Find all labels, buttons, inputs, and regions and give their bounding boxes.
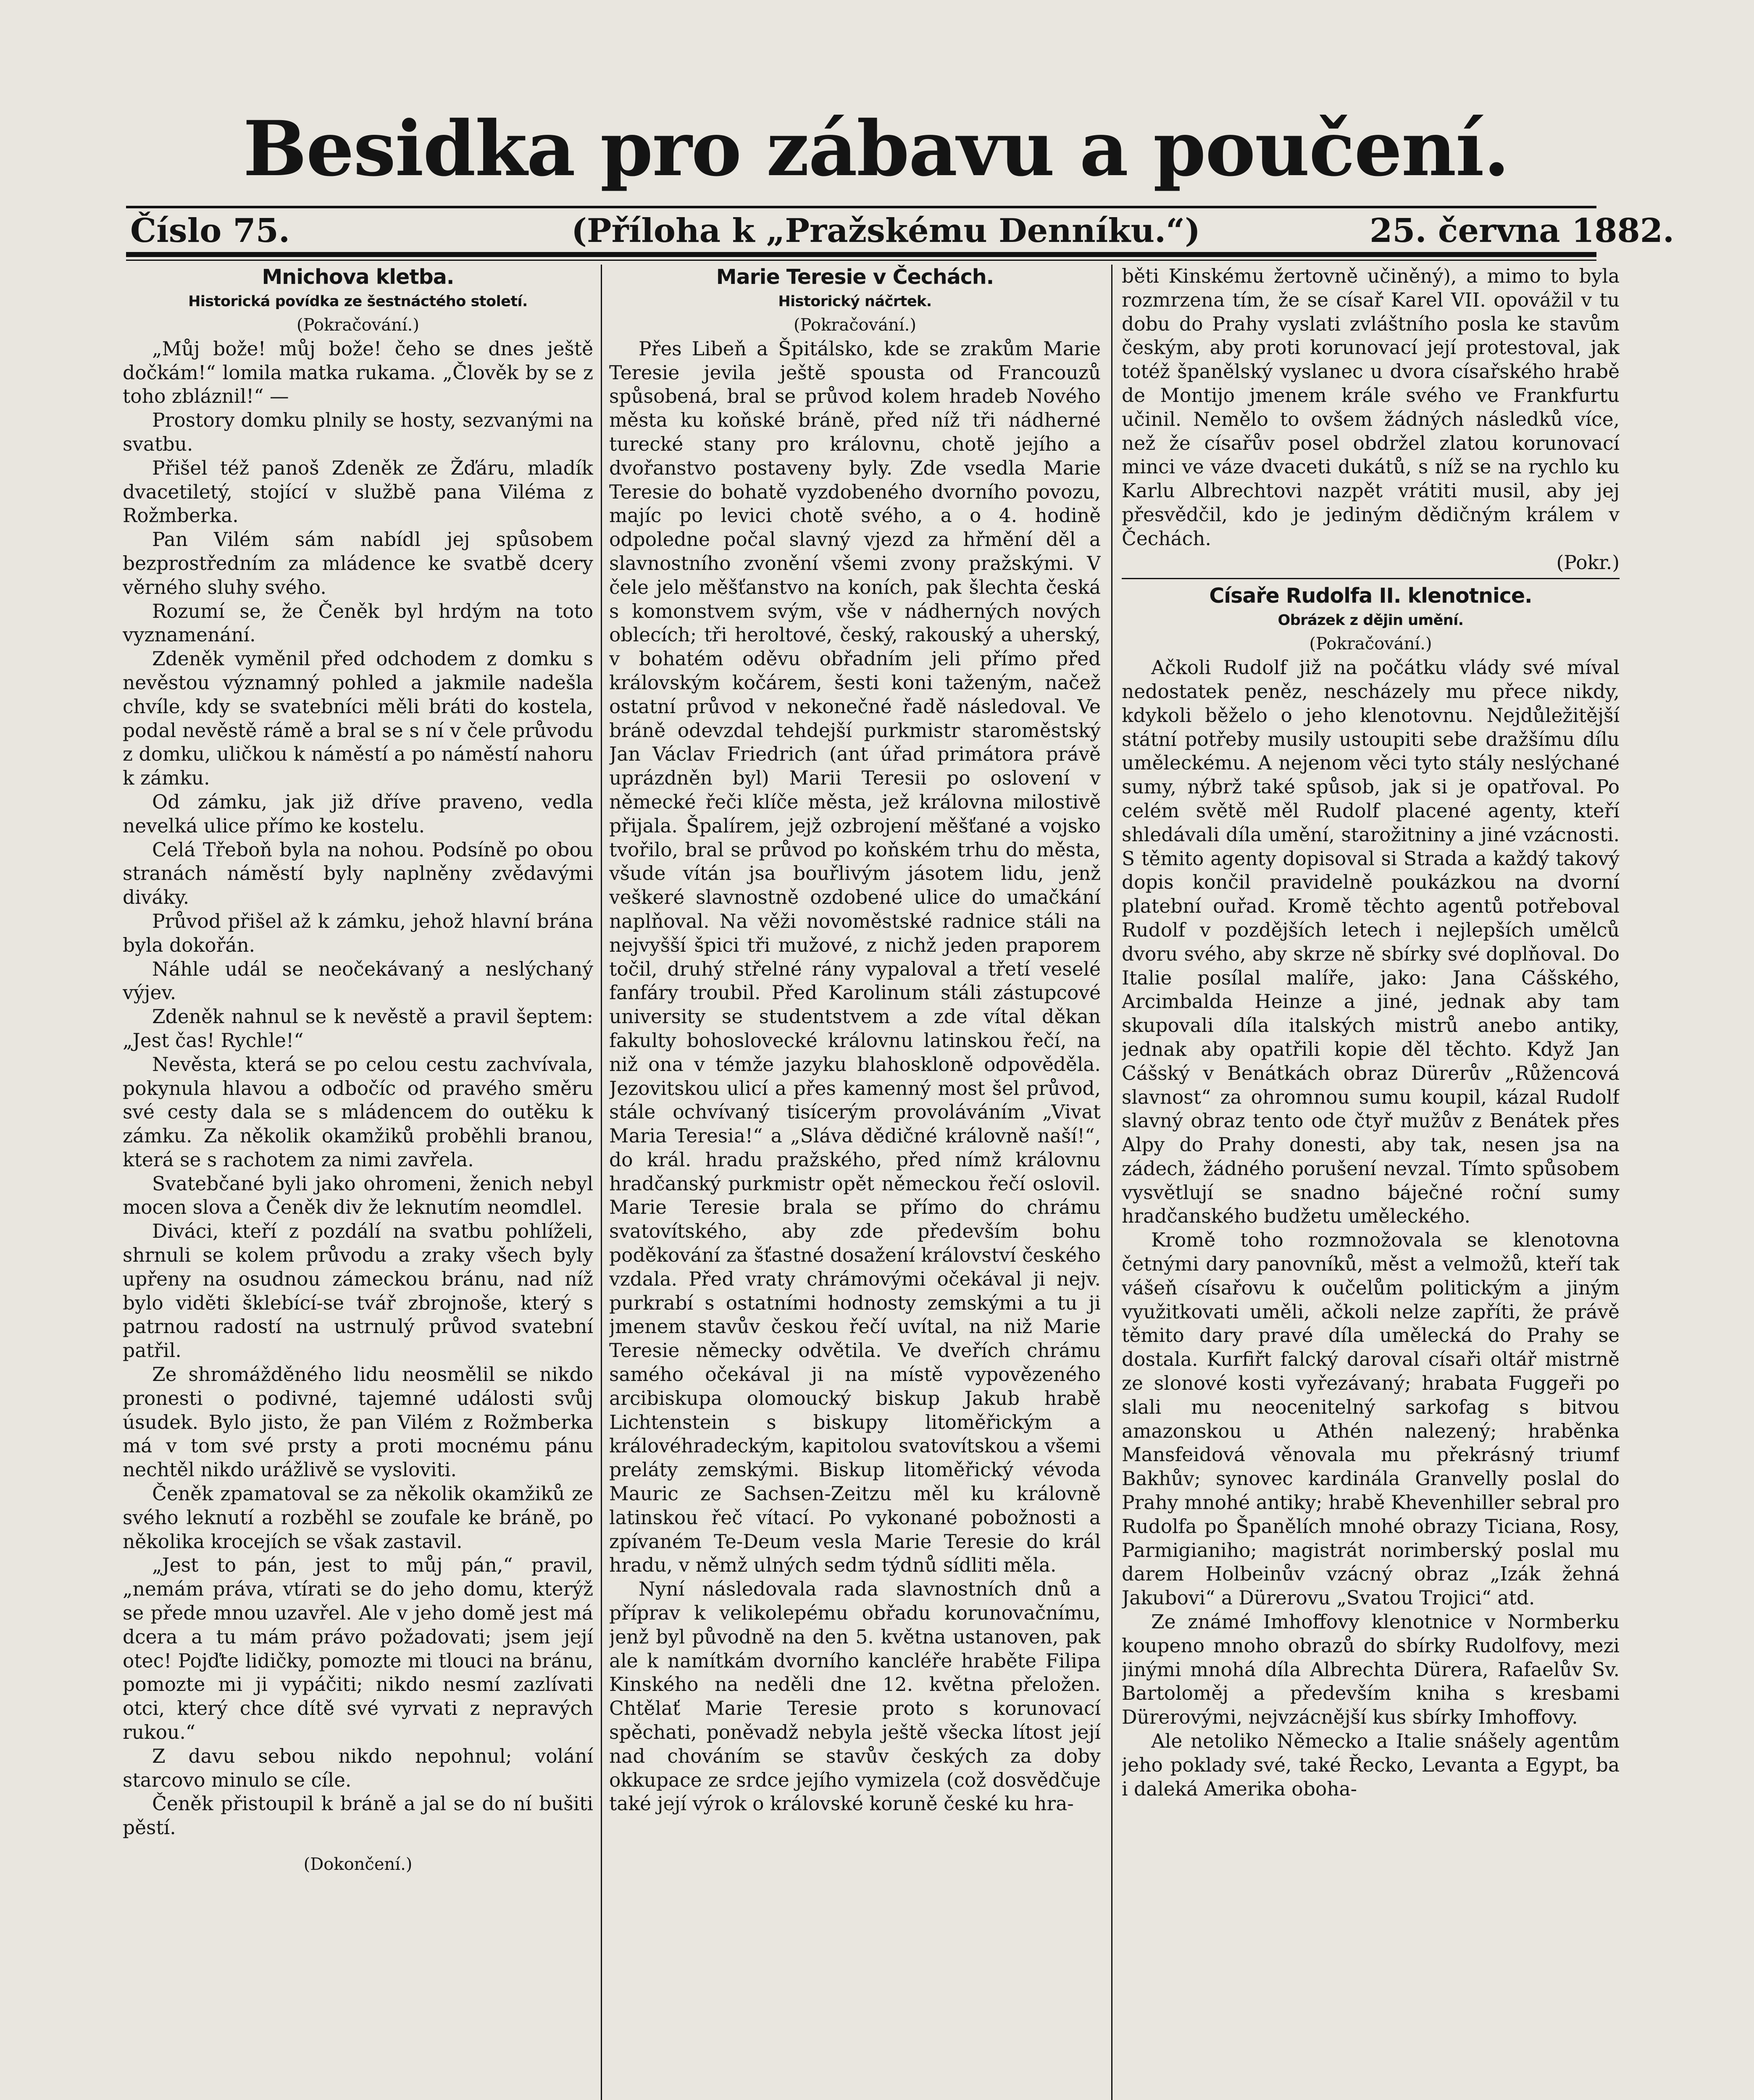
article-subtitle: Obrázek z dějin umění. <box>1278 612 1464 629</box>
article-title: Marie Teresie v Čechách. <box>716 265 994 289</box>
paragraph: Průvod přišel až k zámku, jehož hlavní brána byla dokořán. <box>123 910 593 956</box>
masthead-rule-top <box>126 206 1596 208</box>
paragraph: Čeněk zpamatoval se za několik okamžiků ze svého leknutí a rozběhl se zoufale ke bráně, po několika krocejích se však zastavil. <box>123 1483 593 1553</box>
paragraph: Nevěsta, která se po celou cestu zachvívala, pokynula hlavou a odbočíc od pravého směru své cesty dala se s mládencem do outěku k zámku. Za několik okamžiků proběhli branou, která se s rachotem za nimi zavřela. <box>123 1053 593 1171</box>
masthead-subline <box>126 210 1675 252</box>
paragraph: „Můj bože! můj bože! čeho se dnes ještě dočkám!“ lomila matka rukama. „Člověk by se z toho zbláznil!“ — <box>123 337 593 408</box>
paragraph: Diváci, kteří z pozdálí na svatbu pohlíželi, shrnuli se kolem průvodu a zraky všech byly upřeny na osudnou zámeckou bránu, nad níž bylo viděti šklebící-se tvář zbrojnoše, který s patrnou radostí na ustrnulý průvod svatební patřil. <box>123 1220 593 1362</box>
masthead-title: Besidka pro zábavu a poučení. <box>243 105 1509 193</box>
paragraph: Nyní následovala rada slavnostních dnů a příprav k velikolepému obřadu korunovačnímu, jenž byl původně na den 5. května ustanoven, pak ale k namítkám dvorního kancléře hraběte Filipa Kinského na neděli dne 12. května přeložen. Chtělať Marie Teresie proto s korunovací spěchati, poněvadž nebyla ještě všecka lítost její nad chováním se stavův českých za doby okkupace ze srdce jejího vymizela (což dosvědčuje také její výrok o královské koruně české ku hra- <box>609 1578 1101 1815</box>
paragraph: Přes Libeň a Špitálsko, kde se zrakům Marie Teresie jevila ještě spousta od Francouzů spůsobená, bral se průvod kolem hradeb Nového města ku koňské bráně, před níž tři nádherné turecké stany pro královnu, chotě jejího a dvořanstvo postaveny byly. Zde vsedla Marie Teresie do bohatě vyzdobeného dvorního povozu, majíc po levici chotě svého, a o 4. hodině odpoledne počal slavný vjezd za hřmění děl a slavnostního zvonění všemi zvony pražskými. V čele jelo měšťanstvo na koních, pak šlechta česká s komonstvem svým, vše v nádherných nových oblecích; tři heroltové, český, rakouský a uherský, v bohatém oděvu obřadním jeli přímo před královským kočárem, šesti koni taženým, načež ostatní průvod v nekonečné řadě následoval. Ve bráně odevzdal tehdejší purkmistr staroměstský Jan Václav Friedrich (ant úřad primátora právě uprázdněn byl) Marii Teresii po oslovení v německé řeči klíče města, jež královna milostivě přijala. Špalírem, jejž ozbrojení měšťané a vojsko tvořilo, bral se průvod po koňském trhu do města, všude vítán jsa bouřlivým jásotem lidu, jenž veškeré slavnostně ozdobené ulice do umačkání naplňoval. Na věži novoměstské radnice stáli na nejvyšší špici tři mužové, z nichž jeden praporem točil, druhý střelné rány vypaloval a třetí veselé fanfáry troubil. Před Karolinum stáli zástupcové university se studentstvem a zde vítal děkan fakulty bohoslovecké královnu latinskou řečí, na niž ona v témže jazyku blahoskloně odpověděla. Jezovitskou ulicí a přes kamenný most šel průvod, stále ochvívaný tisícerým provoláváním „Vivat Maria Teresia!“ a „Sláva dědičné královně naší!“, do král. hradu pražského, před nímž královnu hradčanský purkmistr opět německou řečí oslovil. Marie Teresie brala se přímo do chrámu svatovítského, aby zde především bohu poděkování za šťastné dosažení království českého vzdala. Před vraty chrámovými očekával ji nejv. purkrabí s ostatními hodnosty zemskými a tu ji jmenem stavův českou řečí uvítal, na niž Marie Teresie německy odvětila. Ve dveřích chrámu samého očekával ji na místě vypovězeného arcibiskupa olomoucký biskup Jakub hrabě Lichtenstein s biskupy litoměřickým a královéhradeckým, kapitolou svatovítskou a všemi preláty zemskými. Biskup litoměřický vévoda Mauric ze Sachsen-Zeitzu měl ku královně latinskou řeč vítací. Po vykonané pobožnosti a zpívaném Te-Deum vesla Marie Teresie do král hradu, v němž ulných sedm týdnů sídliti měla. <box>609 337 1101 1577</box>
paragraph: Ze známé Imhoffovy klenotnice v Normberku koupeno mnoho obrazů do sbírky Rudolfovy, mezi jinými mnohá díla Albrechta Dürera, Rafaelův Sv. Bartoloměj a především kniha s kresbami Dürerovými, nejvzácnější kus sbírky Imhoffovy. <box>1122 1611 1620 1729</box>
paragraph: Kromě toho rozmnožovala se klenotovna četnými dary panovníků, měst a velmožů, kteří tak vášeň císařovu k oučelům politickým a jiným využitkovati uměli, ačkoli nelze zapříti, že právě těmito dary pravé díla umělecká do Prahy se dostala. Kurfiřt falcký daroval císaři oltář mistrně ze slonové kosti vyřezávaný; hrabata Fuggeři po slali mu neocenitelný sarkofag s bitvou amazonskou u Athén nalezený; hraběnka Mansfeidová věnovala mu překrásný triumf Bakhův; synovec kardinála Granvelly poslal do Prahy mnohé antiky; hrabě Khevenhiller sebral pro Rudolfa po Španělích mnohé obrazy Ticiana, Rosy, Parmigianiho; magistrát norimberský poslal mu darem Holbeinův vzácný obraz „Izák žehná Jakubovi“ a Dürerovu „Svatou Trojici“ atd. <box>1122 1229 1620 1609</box>
paragraph: „Jest to pán, jest to můj pán,“ pravil, „nemám práva, vtírati se do jeho domu, kterýž se přede mnou uzavřel. Ale v jeho domě jest má dcera a tu mám právo požadovati; jsem její otec! Pojďte lidičky, pomozte mi tlouci na bránu, pomozte mi ji vypáčiti; nikdo nesmí zazlívati otci, který chce dítě své vyrvati z nepravých rukou.“ <box>123 1554 593 1744</box>
issue-date: 25. června 1882. <box>1370 212 1675 250</box>
paragraph: Zdeněk nahnul se k nevěstě a pravil šeptem: „Jest čas! Rychle!“ <box>123 1005 593 1052</box>
column-divider-1 <box>601 265 602 2100</box>
paragraph: Celá Třeboň byla na nohou. Podsíně po obou stranách náměstí byly naplněny zvědavými diváky. <box>123 838 593 909</box>
paragraph: Rozumí se, že Čeněk byl hrdým na toto vyznamenání. <box>123 600 593 646</box>
paragraph: Ze shromážděného lidu neosmělil se nikdo pronesti o podivné, tajemné události svůj úsudek. Bylo jisto, že pan Vilém z Rožmberka má v tom své prsty a proti mocnému pánu nechtěl nikdo urážlivě se vysloviti. <box>123 1363 593 1481</box>
paragraph: Od zámku, jak již dříve praveno, vedla nevelká ulice přímo ke kostelu. <box>123 790 593 837</box>
article-note: (Pokračování.) <box>1309 634 1432 654</box>
article-note: (Pokračování.) <box>297 315 419 335</box>
article-subtitle: Historická povídka ze šestnáctého století. <box>188 293 528 310</box>
paragraph: Svatebčané byli jako ohromeni, ženich nebyl mocen slova a Čeněk div že leknutím neomdlel. <box>123 1172 593 1219</box>
paragraph: Náhle udál se neočekávaný a neslýchaný výjev. <box>123 958 593 1004</box>
column-3 <box>1122 265 1620 2100</box>
masthead-rule-bottom <box>126 252 1596 257</box>
continued-paragraph: běti Kinskému žertovně učiněný), a mimo to byla rozmrzena tím, že se císař Karel VII. opovážil v tu dobu do Prahy vyslati zvláštního posla ke stavům českým, aby proti korunovací její protestoval, jak totéž španělský vyslanec u dvora císařského hrabě de Montijo jmenem krále svého ve Frankfurtu učinil. Nemělo to ovšem žádných následků více, než že císařův posel obdržel zlatou korunovací minci ve váze dvaceti dukátů, s níž se na rychlo ku Karlu Albrechtovi nazpět vrátiti musil, aby jej přesvědčil, kdo je jediným dědičným králem v Čechách. <box>1122 265 1620 550</box>
masthead <box>101 101 1651 197</box>
column-divider-2 <box>1111 265 1112 2100</box>
continued-note: (Pokr.) <box>1556 551 1620 574</box>
issue-number: Číslo 75. <box>130 212 290 250</box>
article-note: (Pokračování.) <box>794 315 916 335</box>
article-title: Císaře Rudolfa II. klenotnice. <box>1209 584 1532 608</box>
article-title: Mnichova kletba. <box>262 265 454 289</box>
paragraph: Z davu sebou nikdo nepohnul; volání starcovo minulo se cíle. <box>123 1745 593 1791</box>
paragraph: Zdeněk vyměnil před odchodem z domku s nevěstou významný pohled a jakmile nadešla chvíle, kdy se svatebníci měli bráti do kostela, podal nevěstě rámě a bral se s ní v čele průvodu z domku, uličkou k náměstí a po náměstí nahoru k zámku. <box>123 648 593 790</box>
paragraph: Pan Vilém sám nabídl jej spůsobem bezprostředním za mládence ke svatbě dcery věrného sluhy svého. <box>123 528 593 598</box>
article-marie-teresie <box>609 265 1101 2100</box>
paragraph: Přišel též panoš Zdeněk ze Žďáru, mladík dvacetiletý, stojící v službě pana Viléma z Rožmberka. <box>123 457 593 527</box>
paragraph: Prostory domku plnily se hosty, sezvanými na svatbu. <box>123 409 593 455</box>
article-mnichova-kletba <box>123 265 593 2100</box>
paragraph: Ačkoli Rudolf již na počátku vlády své míval nedostatek peněz, nescházely mu přece nikdy, kdykoli běželo o jeho klenotovnu. Nejdůležitější státní potřeby musily ustoupiti sebe dražšímu dílu uměleckému. A nejenom věci tyto stály neslýchané sumy, nýbrž také spůsob, jak si je opatřoval. Po celém světě měl Rudolf placené agenty, kteří shledávali díla umění, starožitniny a jiné vzácnosti. S těmito agenty dopisoval si Strada a každý takový dopis končil pravidelně poukázkou na dvorní platební ouřad. Kromě těchto agentů potřeboval Rudolf v pozdějších letech i nejlepších umělců dvoru svého, aby skrze ně sbírky své doplňoval. Do Italie posílal malíře, jako: Jana Cášského, Arcimbalda Heinze a jiné, jednak aby tam skupovali díla italských mistrů anebo antiky, jednak aby opatřili kopie děl těchto. Když Jan Cášský v Benátkách obraz Dürerův „Růžencová slavnost“ za ohromnou sumu koupil, kázal Rudolf slavný obraz tento ode čtyř mužův z Benátek přes Alpy do Prahy donesti, aby tak, nesen jsa na zádech, žádného porušení nevzal. Tímto spůsobem vysvětlují se snadno báječné roční sumy hradčanského budžetu uměleckého. <box>1122 656 1620 1228</box>
supplement-label: (Příloha k „Pražskému Denníku.“) <box>571 212 1200 250</box>
paragraph: Čeněk přistoupil k bráně a jal se do ní bušiti pěstí. <box>123 1793 593 1839</box>
masthead-rule-thin <box>126 260 1596 261</box>
paragraph: Ale netoliko Německo a Italie snášely agentům jeho poklady své, také Řecko, Levanta a Egypt, ba i daleká Amerika oboha- <box>1122 1730 1620 1800</box>
article-separator <box>1122 578 1620 579</box>
article-subtitle: Historický náčrtek. <box>778 293 932 310</box>
article-end-note: (Dokončení.) <box>303 1855 413 1874</box>
